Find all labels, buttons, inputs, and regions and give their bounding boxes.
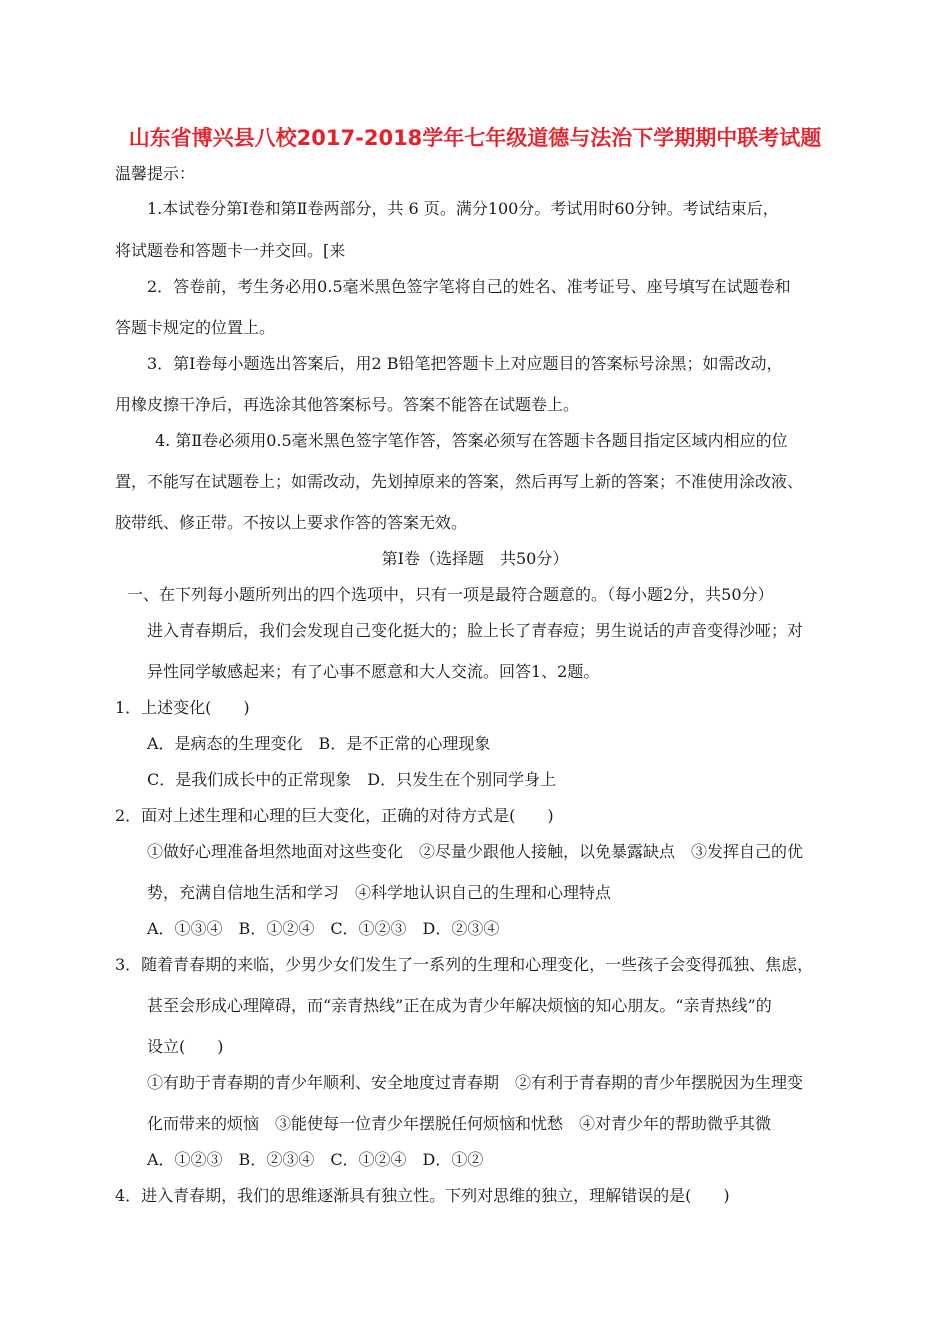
question-1-options-ab: A．是病态的生理变化 B．是不正常的心理现象	[147, 734, 491, 753]
question-4-stem: 4．进入青春期，我们的思维逐渐具有独立性。下列对思维的独立，理解错误的是( )	[115, 1186, 730, 1205]
question-3-statements-line-2: 化而带来的烦恼 ③能使每一位青少年摆脱任何烦恼和忧愁 ④对青少年的帮助微乎其微	[147, 1114, 772, 1133]
part-instruction: 一、在下列每小题所列出的四个选项中，只有一项是最符合题意的。（每小题2分，共50分）	[127, 585, 774, 604]
question-3-options: A．①②③ B．②③④ C．①②④ D．①②	[147, 1150, 484, 1169]
question-3-stem-line-3: 设立( )	[147, 1037, 224, 1056]
note-3-line-2: 用橡皮擦干净后，再选涂其他答案标号。答案不能答在试题卷上。	[115, 395, 580, 414]
question-3-stem-line-2: 甚至会形成心理障碍，而“亲青热线”正在成为青少年解决烦恼的知心朋友。“亲青热线”的	[147, 996, 772, 1015]
document-title: 山东省博兴县八校2017-2018学年七年级道德与法治下学期期中联考试题	[128, 126, 822, 150]
note-4-line-1: 4. 第Ⅱ卷必须用0.5毫米黑色签字笔作答，答案必须写在答题卡各题目指定区域内相应的位	[155, 431, 788, 450]
question-3-stem-line-1: 3．随着青春期的来临，少男少女们发生了一系列的生理和心理变化，一些孩子会变得孤独、焦虑，	[115, 955, 814, 974]
note-4-line-2: 置，不能写在试题卷上；如需改动，先划掉原来的答案，然后再写上新的答案；不准使用涂改液、	[115, 472, 804, 491]
passage-line-2: 异性同学敏感起来；有了心事不愿意和大人交流。回答1、2题。	[147, 662, 600, 681]
question-1-options-cd: C．是我们成长中的正常现象 D．只发生在个别同学身上	[147, 770, 557, 789]
question-2-stem: 2．面对上述生理和心理的巨大变化，正确的对待方式是( )	[115, 806, 554, 825]
note-2-line-1: 2．答卷前，考生务必用0.5毫米黑色签字笔将自己的姓名、准考证号、座号填写在试题卷和	[147, 277, 791, 296]
passage-line-1: 进入青春期后，我们会发现自己变化挺大的；脸上长了青春痘；男生说话的声音变得沙哑；对	[147, 621, 804, 640]
question-3-statements-line-1: ①有助于青春期的青少年顺利、安全地度过青春期 ②有利于青春期的青少年摆脱因为生理变	[147, 1073, 804, 1092]
question-2-options: A．①③④ B．①②④ C．①②③ D．②③④	[147, 919, 500, 938]
note-2-line-2: 答题卡规定的位置上。	[115, 318, 276, 337]
section-title: 第Ⅰ卷（选择题 共50分）	[381, 549, 569, 568]
note-4-line-3: 胶带纸、修正带。不按以上要求作答的答案无效。	[115, 513, 468, 532]
note-1-line-1: 1.本试卷分第Ⅰ卷和第Ⅱ卷两部分，共 6 页。满分100分。考试用时60分钟。考试结束后，	[147, 199, 779, 218]
note-3-line-1: 3．第Ⅰ卷每小题选出答案后，用2 B铅笔把答题卡上对应题目的答案标号涂黑；如需改动，	[147, 354, 783, 373]
tips-heading: 温馨提示：	[115, 164, 196, 183]
note-1-line-2: 将试题卷和答题卡一并交回。[来	[115, 241, 346, 260]
question-1-stem: 1．上述变化( )	[115, 698, 250, 717]
question-2-statements-line-1: ①做好心理准备坦然地面对这些变化 ②尽量少跟他人接触，以免暴露缺点 ③发挥自己的优	[147, 842, 804, 861]
question-2-statements-line-2: 势，充满自信地生活和学习 ④科学地认识自己的生理和心理特点	[147, 883, 612, 902]
